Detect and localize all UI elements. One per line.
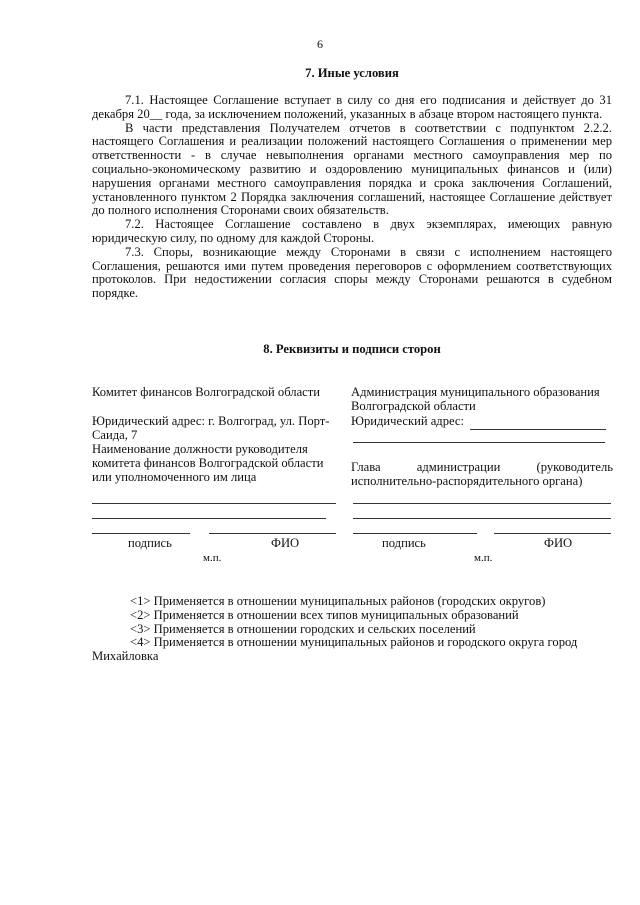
section-7-body — [92, 94, 612, 301]
right-address-blank-2 — [353, 442, 605, 443]
right-position-line1 — [351, 461, 613, 475]
right-position-word-1: Глава — [351, 460, 381, 474]
right-fio-label: ФИО — [544, 536, 573, 550]
footnote-2: <2> Применяется в отношении всех типов муниципальных образований — [130, 607, 519, 622]
right-signature-label: подпись — [382, 536, 426, 550]
left-fio-line — [209, 533, 336, 534]
right-position-word-3: (руководитель — [536, 460, 613, 474]
right-position-blank-2 — [353, 518, 611, 519]
footnote-4: <4> Применяется в отношении муниципальных районов и городского округа город Михайловка — [92, 635, 578, 664]
left-fio-label: ФИО — [271, 536, 300, 550]
left-signature-line — [92, 533, 190, 534]
right-org: Администрация муниципального образования Волгоградской области — [351, 385, 600, 413]
right-stamp-place: м.п. — [474, 552, 493, 564]
footnotes — [92, 595, 612, 664]
left-position-blank-1 — [92, 503, 336, 504]
right-address: Юридический адрес: — [351, 414, 464, 428]
left-position-blank-2 — [92, 518, 326, 519]
right-position-blank-1 — [353, 503, 611, 504]
left-address: Юридический адрес: г. Волгоград, ул. Порт-Саида, 7 — [92, 414, 330, 442]
section-7-title: 7. Иные условия — [305, 66, 399, 80]
left-position: Наименование должности руководителя комитета финансов Волгоградской области или уполномоченного им лица — [92, 442, 324, 484]
left-stamp-place: м.п. — [203, 552, 222, 564]
right-address-blank-1 — [470, 429, 606, 430]
left-signature-label: подпись — [128, 536, 172, 550]
footnote-3: <3> Применяется в отношении городских и сельских поселений — [130, 621, 476, 636]
right-position-line2: исполнительно-распорядительного органа) — [351, 474, 583, 488]
section-8-title: 8. Реквизиты и подписи сторон — [263, 342, 441, 356]
footnote-1: <1> Применяется в отношении муниципальных районов (городских округов) — [130, 594, 546, 608]
paragraph-7-1: 7.1. Настоящее Соглашение вступает в силу со дня его подписания и действует до 31 декабря 20__ года, за исключением положений, указанных в абзаце втором настоящего пункта. — [92, 93, 612, 121]
right-fio-line — [494, 533, 611, 534]
page-number: 6 — [317, 37, 323, 51]
right-position-word-2: администрации — [416, 460, 501, 474]
right-signature-line — [353, 533, 477, 534]
paragraph-7-1-part-2: В части представления Получателем отчетов в соответствии с подпунктом 2.2.2. настоящего Соглашения и реализации положений настоящего Соглашения о применении мер ответственности - в случае невыполнения органами местного самоуправления мер по социально-экономическому развитию и оздоровлению муниципальных финансов и (или) нарушения органами местного самоуправления порядка и срока заключения Соглашений, установленного пунктом 2 Порядка заключения соглашений, настоящее Соглашение действует до полного исполнения Сторонами своих обязательств. — [92, 120, 612, 218]
left-org: Комитет финансов Волгоградской области — [92, 385, 321, 399]
paragraph-7-2: 7.2. Настоящее Соглашение составлено в двух экземплярах, имеющих равную юридическую силу, по одному для каждой Стороны. — [92, 217, 612, 245]
paragraph-7-3: 7.3. Споры, возникающие между Сторонами в связи с исполнением настоящего Соглашения, решаются ими путем проведения переговоров с оформлением соответствующих протоколов. При недостижении согласия споры между Сторонами решаются в судебном порядке. — [92, 244, 612, 301]
